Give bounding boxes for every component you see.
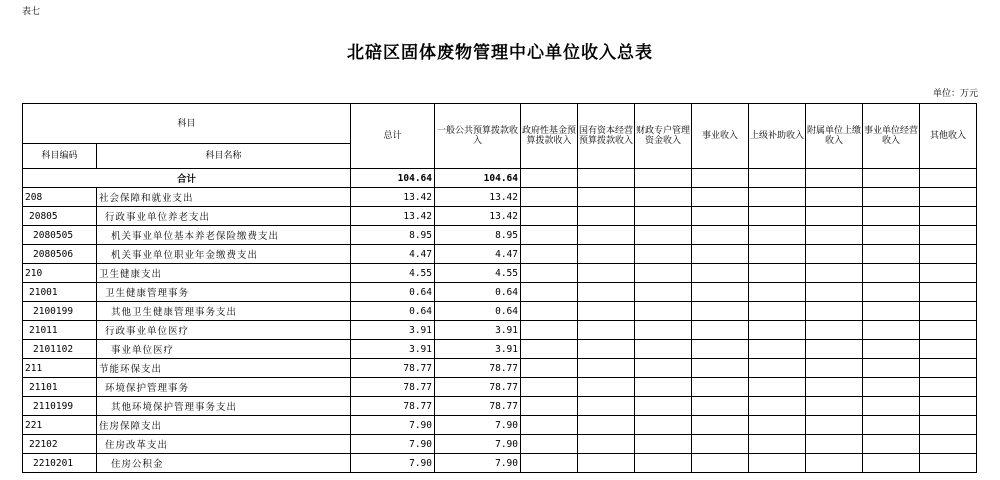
row-total: 78.77 [351, 397, 435, 416]
empty-cell [806, 340, 863, 359]
empty-cell [635, 207, 692, 226]
empty-cell [920, 359, 977, 378]
empty-cell [920, 340, 977, 359]
empty-cell [692, 340, 749, 359]
row-total: 4.55 [351, 264, 435, 283]
subject-name: 机关事业单位职业年金缴费支出 [97, 245, 351, 264]
empty-cell [521, 188, 578, 207]
empty-cell [521, 245, 578, 264]
empty-cell [806, 435, 863, 454]
subject-code: 2210201 [23, 454, 97, 473]
table-row [23, 321, 977, 340]
empty-cell [521, 340, 578, 359]
empty-cell [692, 188, 749, 207]
row-total: 3.91 [351, 321, 435, 340]
header-operating: 事业单位经营收入 [863, 104, 920, 169]
empty-cell [863, 321, 920, 340]
subject-name: 其他环境保护管理事务支出 [97, 397, 351, 416]
empty-cell [863, 359, 920, 378]
empty-cell [863, 264, 920, 283]
header-gov-fund: 政府性基金预算拨款收入 [521, 104, 578, 169]
row-total: 7.90 [351, 454, 435, 473]
empty-cell [749, 378, 806, 397]
empty-cell [863, 226, 920, 245]
page-title: 北碚区固体废物管理中心单位收入总表 [347, 43, 653, 63]
empty-cell [578, 188, 635, 207]
subject-code: 21011 [23, 321, 97, 340]
empty-cell [920, 245, 977, 264]
empty-cell [920, 397, 977, 416]
empty-cell [635, 359, 692, 378]
row-general: 0.64 [435, 302, 521, 321]
empty-cell [692, 302, 749, 321]
header-subject: 科目 [23, 104, 351, 144]
empty-cell [578, 207, 635, 226]
header-affiliated: 附属单位上缴收入 [806, 104, 863, 169]
header-subject-name: 科目名称 [97, 144, 351, 169]
empty-cell [521, 264, 578, 283]
empty-cell [749, 435, 806, 454]
empty-cell [578, 302, 635, 321]
empty-cell [521, 321, 578, 340]
empty-cell [920, 188, 977, 207]
empty-cell [692, 454, 749, 473]
empty-cell [692, 397, 749, 416]
empty-cell [635, 283, 692, 302]
empty-cell [521, 378, 578, 397]
empty-cell [578, 321, 635, 340]
subject-code: 211 [23, 359, 97, 378]
empty-cell [578, 359, 635, 378]
empty-cell [692, 207, 749, 226]
empty-cell [578, 340, 635, 359]
empty-cell [749, 416, 806, 435]
row-general: 78.77 [435, 397, 521, 416]
empty-cell [749, 283, 806, 302]
empty-cell [635, 188, 692, 207]
table-row [23, 264, 977, 283]
subject-code: 221 [23, 416, 97, 435]
empty-cell [749, 207, 806, 226]
empty-cell [692, 245, 749, 264]
empty-cell [635, 435, 692, 454]
subject-name: 行政事业单位养老支出 [97, 207, 351, 226]
header-superior-subsidy: 上级补助收入 [749, 104, 806, 169]
empty-cell [749, 359, 806, 378]
subject-code: 208 [23, 188, 97, 207]
empty-cell [749, 340, 806, 359]
subject-name: 住房公积金 [97, 454, 351, 473]
row-total: 0.64 [351, 302, 435, 321]
subject-name: 事业单位医疗 [97, 340, 351, 359]
subject-code: 2100199 [23, 302, 97, 321]
empty-cell [578, 226, 635, 245]
empty-cell [920, 435, 977, 454]
row-total: 78.77 [351, 378, 435, 397]
empty-cell [749, 302, 806, 321]
subject-code: 2080505 [23, 226, 97, 245]
table-number-label: 表七 [22, 7, 41, 17]
header-total: 总计 [351, 104, 435, 169]
row-total: 8.95 [351, 226, 435, 245]
empty-cell [749, 454, 806, 473]
row-total: 3.91 [351, 340, 435, 359]
empty-cell [749, 226, 806, 245]
empty-cell [578, 416, 635, 435]
subject-code: 22102 [23, 435, 97, 454]
empty-cell [521, 397, 578, 416]
empty-cell [635, 397, 692, 416]
table-row [23, 207, 977, 226]
empty-cell [920, 207, 977, 226]
empty-cell [806, 359, 863, 378]
header-state-capital: 国有资本经营预算拨款收入 [578, 104, 635, 169]
row-general: 8.95 [435, 226, 521, 245]
empty-cell [863, 340, 920, 359]
empty-cell [521, 454, 578, 473]
income-summary-table [22, 103, 977, 473]
empty-cell [578, 245, 635, 264]
empty-cell [920, 416, 977, 435]
empty-cell [749, 264, 806, 283]
empty-cell [578, 264, 635, 283]
empty-cell [806, 226, 863, 245]
subject-code: 210 [23, 264, 97, 283]
row-general: 3.91 [435, 340, 521, 359]
empty-cell [521, 359, 578, 378]
empty-cell [692, 226, 749, 245]
empty-cell [806, 321, 863, 340]
row-general: 3.91 [435, 321, 521, 340]
empty-cell [692, 416, 749, 435]
empty-cell [806, 283, 863, 302]
empty-cell [806, 397, 863, 416]
empty-cell [806, 454, 863, 473]
empty-cell [521, 416, 578, 435]
empty-cell [521, 283, 578, 302]
header-business-income: 事业收入 [692, 104, 749, 169]
empty-cell [863, 245, 920, 264]
empty-cell [863, 283, 920, 302]
empty-cell [863, 207, 920, 226]
table-row [23, 302, 977, 321]
header-fiscal-account: 财政专户管理资金收入 [635, 104, 692, 169]
empty-cell [863, 378, 920, 397]
empty-cell [521, 207, 578, 226]
row-general: 78.77 [435, 378, 521, 397]
row-general: 78.77 [435, 359, 521, 378]
empty-cell [749, 397, 806, 416]
empty-cell [635, 321, 692, 340]
empty-cell [749, 321, 806, 340]
empty-cell [692, 264, 749, 283]
empty-cell [920, 378, 977, 397]
subject-code: 2101102 [23, 340, 97, 359]
header-general-budget: 一般公共预算拨款收入 [435, 104, 521, 169]
empty-cell [521, 302, 578, 321]
header-other: 其他收入 [920, 104, 977, 169]
empty-cell [920, 226, 977, 245]
table-row [23, 454, 977, 473]
empty-cell [806, 302, 863, 321]
empty-cell [920, 321, 977, 340]
empty-cell [920, 454, 977, 473]
empty-cell [692, 359, 749, 378]
empty-cell [578, 378, 635, 397]
empty-cell [806, 264, 863, 283]
table-row [23, 359, 977, 378]
table-row [23, 283, 977, 302]
row-general: 7.90 [435, 416, 521, 435]
row-general: 13.42 [435, 207, 521, 226]
empty-cell [692, 283, 749, 302]
empty-cell [578, 283, 635, 302]
empty-cell [920, 264, 977, 283]
subject-code: 2080506 [23, 245, 97, 264]
empty-cell [578, 435, 635, 454]
empty-cell [920, 283, 977, 302]
empty-cell [806, 378, 863, 397]
subject-code: 2110199 [23, 397, 97, 416]
table-row [23, 397, 977, 416]
row-total: 13.42 [351, 207, 435, 226]
subject-name: 节能环保支出 [97, 359, 351, 378]
table-row [23, 416, 977, 435]
row-total: 4.47 [351, 245, 435, 264]
empty-cell [635, 454, 692, 473]
subject-code: 21001 [23, 283, 97, 302]
empty-cell [863, 397, 920, 416]
table-row [23, 435, 977, 454]
empty-cell [749, 188, 806, 207]
subject-name: 卫生健康管理事务 [97, 283, 351, 302]
empty-cell [806, 207, 863, 226]
empty-cell [863, 454, 920, 473]
empty-cell [863, 188, 920, 207]
empty-cell [806, 245, 863, 264]
subject-name: 环境保护管理事务 [97, 378, 351, 397]
table-row [23, 340, 977, 359]
table-row [23, 188, 977, 207]
row-general: 4.55 [435, 264, 521, 283]
empty-cell [635, 378, 692, 397]
total-row [23, 169, 977, 188]
empty-cell [578, 454, 635, 473]
row-total: 7.90 [351, 416, 435, 435]
row-total: 7.90 [351, 435, 435, 454]
row-total: 0.64 [351, 283, 435, 302]
empty-cell [692, 321, 749, 340]
empty-cell [692, 378, 749, 397]
empty-cell [863, 302, 920, 321]
empty-cell [521, 226, 578, 245]
empty-cell [749, 245, 806, 264]
row-general: 13.42 [435, 188, 521, 207]
empty-cell [863, 435, 920, 454]
header-subject-code: 科目编码 [23, 144, 97, 169]
empty-cell [635, 416, 692, 435]
row-general: 7.90 [435, 454, 521, 473]
subject-code: 21101 [23, 378, 97, 397]
empty-cell [863, 416, 920, 435]
empty-cell [806, 188, 863, 207]
empty-cell [635, 226, 692, 245]
subject-name: 住房改革支出 [97, 435, 351, 454]
row-general: 7.90 [435, 435, 521, 454]
table-row [23, 226, 977, 245]
unit-label: 单位：万元 [932, 89, 978, 99]
subject-name: 社会保障和就业支出 [97, 188, 351, 207]
subject-name: 机关事业单位基本养老保险缴费支出 [97, 226, 351, 245]
subject-code: 20805 [23, 207, 97, 226]
subject-name: 行政事业单位医疗 [97, 321, 351, 340]
row-total: 78.77 [351, 359, 435, 378]
empty-cell [806, 416, 863, 435]
row-general: 0.64 [435, 283, 521, 302]
empty-cell [635, 245, 692, 264]
total-sum: 104.64 [351, 169, 435, 188]
subject-name: 其他卫生健康管理事务支出 [97, 302, 351, 321]
row-general: 4.47 [435, 245, 521, 264]
table-row [23, 378, 977, 397]
table-row [23, 245, 977, 264]
empty-cell [920, 302, 977, 321]
empty-cell [635, 340, 692, 359]
subject-name: 卫生健康支出 [97, 264, 351, 283]
empty-cell [635, 264, 692, 283]
empty-cell [692, 435, 749, 454]
empty-cell [578, 397, 635, 416]
total-general: 104.64 [435, 169, 521, 188]
subject-name: 住房保障支出 [97, 416, 351, 435]
total-label: 合计 [23, 169, 351, 188]
empty-cell [635, 302, 692, 321]
empty-cell [521, 435, 578, 454]
row-total: 13.42 [351, 188, 435, 207]
